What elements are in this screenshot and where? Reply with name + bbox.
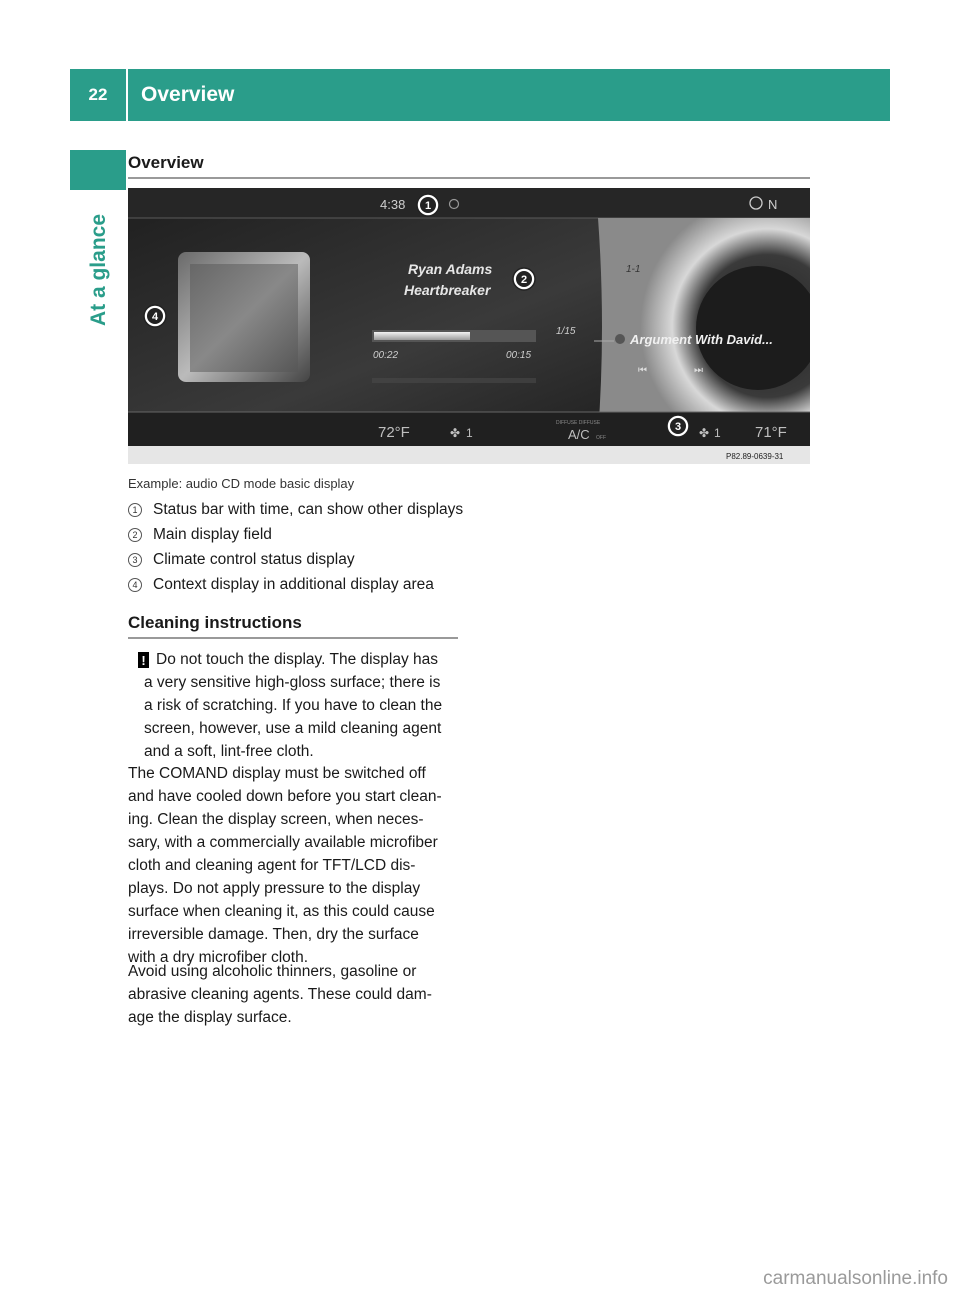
next-track-icon: ⏭ [694, 365, 703, 376]
fan-right-icon: ✤ [699, 426, 710, 440]
callout-4-label: 4 [151, 311, 159, 323]
legend-item [128, 547, 463, 572]
cleaning-title: Cleaning instructions [128, 613, 302, 632]
callout-3-label: 3 [674, 421, 682, 433]
time-elapsed: 00:22 [373, 350, 399, 361]
paragraph-avoid [128, 960, 432, 1029]
side-tab-label: At a glance [87, 213, 110, 327]
callout-2 [513, 268, 535, 290]
album-name: Heartbreaker [404, 282, 491, 298]
legend-text: Status bar with time, can show other displays [153, 500, 464, 518]
ac-off: OFF [596, 435, 606, 441]
paragraph-line: irreversible damage. Then, dry the surface [128, 926, 419, 943]
paragraph-display-off [128, 762, 442, 969]
paragraph-line: Avoid using alcoholic thinners, gasoline or [128, 963, 417, 980]
callout-4 [144, 305, 166, 327]
paragraph-line: The COMAND display must be switched off [128, 765, 426, 782]
warning-line: screen, however, use a mild cleaning agent [144, 720, 442, 737]
legend-number: 3 [128, 553, 142, 567]
paragraph-line: surface when cleaning it, as this could cause [128, 903, 435, 920]
section-title: Overview [128, 153, 204, 172]
warning-icon: ! [138, 652, 149, 668]
figure-footer [128, 446, 810, 464]
section-rule [128, 177, 810, 179]
paragraph-line: plays. Do not apply pressure to the display [128, 880, 421, 897]
header-divider [126, 69, 128, 121]
warning-line: Do not touch the display. The display has [156, 651, 439, 668]
page-title: Overview [141, 83, 235, 106]
legend-item [128, 522, 463, 547]
callout-2-label: 2 [520, 274, 528, 286]
legend-text: Context display in additional display area [153, 575, 434, 593]
warning-line: and a soft, lint-free cloth. [144, 743, 314, 760]
paragraph-line: cloth and cleaning agent for TFT/LCD dis- [128, 857, 416, 874]
legend-item [128, 572, 463, 597]
track-count: 1/15 [556, 326, 576, 337]
ac-label: A/C [568, 427, 590, 442]
artist-name: Ryan Adams [408, 261, 493, 277]
fan-right: 1 [714, 426, 721, 440]
warning-line: a very sensitive high-gloss surface; there is [144, 674, 441, 691]
callout-1 [417, 194, 439, 216]
side-marker [70, 150, 126, 190]
figure-caption: Example: audio CD mode basic display [128, 476, 355, 491]
paragraph-line: abrasive cleaning agents. These could dam- [128, 986, 432, 1003]
legend-text: Climate control status display [153, 550, 355, 568]
status-right: N [768, 197, 778, 212]
paragraph-line: ing. Clean the display screen, when neces- [128, 811, 424, 828]
legend-number: 1 [128, 503, 142, 517]
paragraph-line: sary, with a commercially available microfiber [128, 834, 438, 851]
paragraph-line: with a dry microfiber cloth. [128, 949, 309, 966]
paragraph-line: and have cooled down before you start clean- [128, 788, 442, 805]
temp-right: 71°F [755, 424, 787, 441]
side-tab [84, 200, 114, 340]
paragraph-line: age the display surface. [128, 1009, 292, 1026]
current-track: Argument With David... [630, 332, 773, 347]
display-figure [128, 188, 810, 464]
page-number: 22 [88, 85, 108, 104]
legend-text: Main display field [153, 525, 272, 543]
legend-number: 2 [128, 528, 142, 542]
image-code: P82.89-0639-31 [726, 452, 784, 461]
temp-left: 72°F [378, 424, 410, 441]
callout-3 [667, 415, 689, 437]
warning-line: a risk of scratching. If you have to clean the [144, 697, 443, 714]
album-cover-art [190, 264, 298, 372]
progress-fill [374, 332, 470, 340]
legend-list [128, 497, 463, 597]
watermark: carmanualsonline.info [763, 1268, 948, 1289]
track-bullet [615, 334, 625, 344]
cleaning-rule [128, 637, 458, 639]
status-bar [128, 188, 810, 218]
disc-track: 1-1 [626, 264, 641, 275]
previous-track-icon: ⏮ [638, 365, 647, 376]
fan-left: 1 [466, 426, 473, 440]
diffuse-labels: DIFFUSE DIFFUSE [556, 420, 601, 426]
warning-note [128, 648, 460, 763]
callout-1-label: 1 [424, 200, 432, 212]
time-remaining: 00:15 [506, 350, 532, 361]
legend-item [128, 497, 463, 522]
fan-left-icon: ✤ [450, 426, 461, 440]
status-time: 4:38 [380, 197, 406, 212]
legend-number: 4 [128, 578, 142, 592]
